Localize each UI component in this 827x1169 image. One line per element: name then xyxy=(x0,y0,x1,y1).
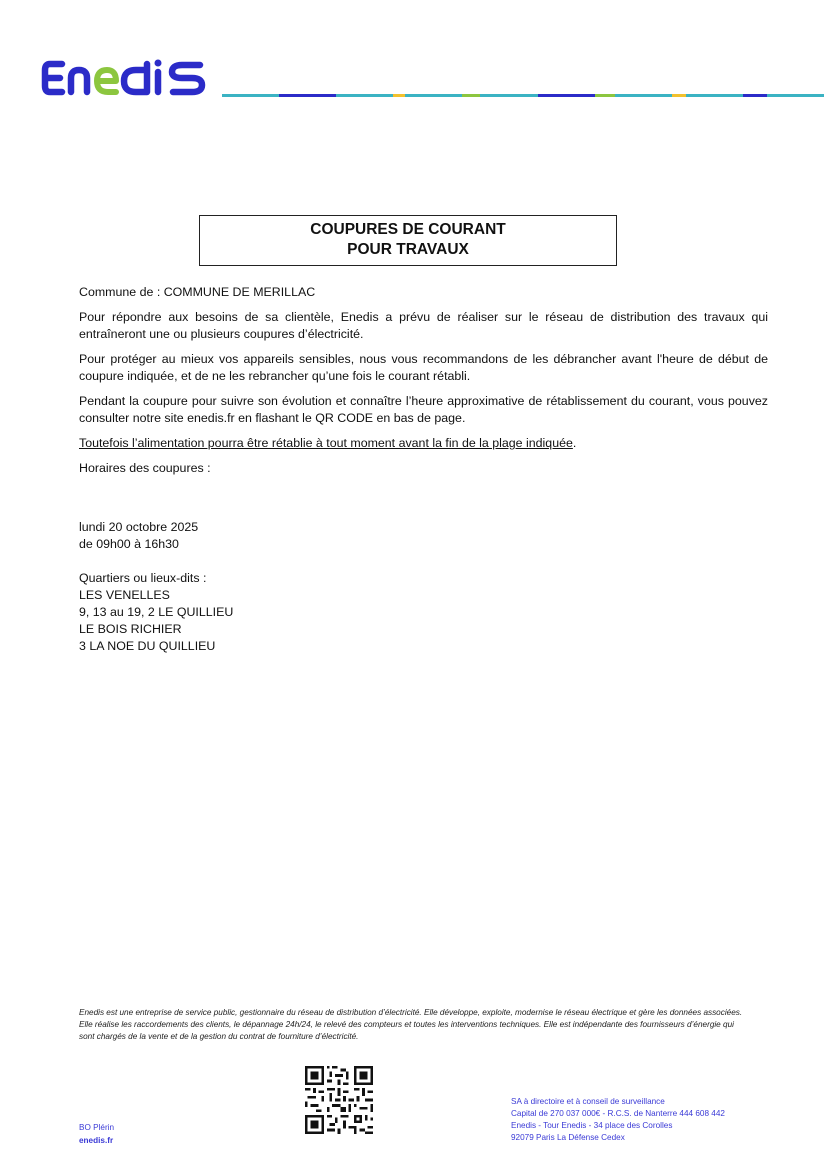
paragraph-needs: Pour répondre aux besoins de sa clientèle, Enedis a prévu de réaliser sur le réseau de distribution des travaux qui entraîneront une ou plusieurs coupures d’électricité. xyxy=(79,310,768,341)
location-item: 9, 13 au 19, 2 LE QUILLIEU xyxy=(79,605,234,619)
schedule-hours: de 09h00 à 16h30 xyxy=(79,537,179,551)
horaires-label: Horaires des coupures : xyxy=(79,461,211,475)
footer-info-line: Enedis - Tour Enedis - 34 place des Corolles xyxy=(511,1121,673,1130)
footer-left xyxy=(79,1121,114,1147)
footer-company-info xyxy=(511,1096,725,1144)
legal-notice: Enedis est une entreprise de service public, gestionnaire du réseau de distribution d’électricité. Elle développe, exploite, modernise le réseau électrique et gère les données associées. Elle réalise les raccordements des clients, le dépannage 24h/24, le relevé des compteurs et toutes les interventions techniques. Elle est indépendante des fournisseurs d’énergie qui sont chargés de la vente et de la gestion du contrat de fourniture d’électricité. xyxy=(79,1008,743,1041)
location-item: LES VENELLES xyxy=(79,588,170,602)
notice-body xyxy=(79,284,768,655)
warning-underlined-text: Toutefois l’alimentation pourra être rétablie à tout moment avant la fin de la plage indiquée xyxy=(79,436,573,450)
warning-period: . xyxy=(572,436,577,450)
locations-label: Quartiers ou lieux-dits : xyxy=(79,571,207,585)
qr-code-icon[interactable] xyxy=(305,1066,373,1134)
title-line-1: COUPURES DE COURANT xyxy=(310,221,506,238)
schedule-date: lundi 20 octobre 2025 xyxy=(79,520,199,534)
footer-info-line: SA à directoire et à conseil de surveillance xyxy=(511,1097,665,1106)
footer-site-link[interactable]: enedis.fr xyxy=(79,1136,114,1145)
commune-line: Commune de : COMMUNE DE MERILLAC xyxy=(79,285,316,299)
header-color-rule xyxy=(222,94,824,97)
footer-info-line: Capital de 270 037 000€ - R.C.S. de Nanterre 444 608 442 xyxy=(511,1109,725,1118)
title-box xyxy=(199,215,617,266)
paragraph-follow: Pendant la coupure pour suivre son évolution et connaître l’heure approximative de rétablissement du courant, vous pouvez consulter notre site enedis.fr en flashant le QR CODE en bas de page. xyxy=(79,394,768,425)
footer-office: BO Plérin xyxy=(79,1123,115,1132)
paragraph-protect: Pour protéger au mieux vos appareils sensibles, nous vous recommandons de les débrancher avant l'heure de début de coupure indiquée, et de ne les rebrancher qu’une fois le courant rétabli. xyxy=(79,352,768,383)
location-item: LE BOIS RICHIER xyxy=(79,622,182,636)
paragraph-warning xyxy=(79,435,768,452)
footer-info-line: 92079 Paris La Défense Cedex xyxy=(511,1133,625,1142)
title-line-2: POUR TRAVAUX xyxy=(347,241,469,258)
enedis-logo-icon xyxy=(40,58,216,98)
location-item: 3 LA NOE DU QUILLIEU xyxy=(79,639,216,653)
